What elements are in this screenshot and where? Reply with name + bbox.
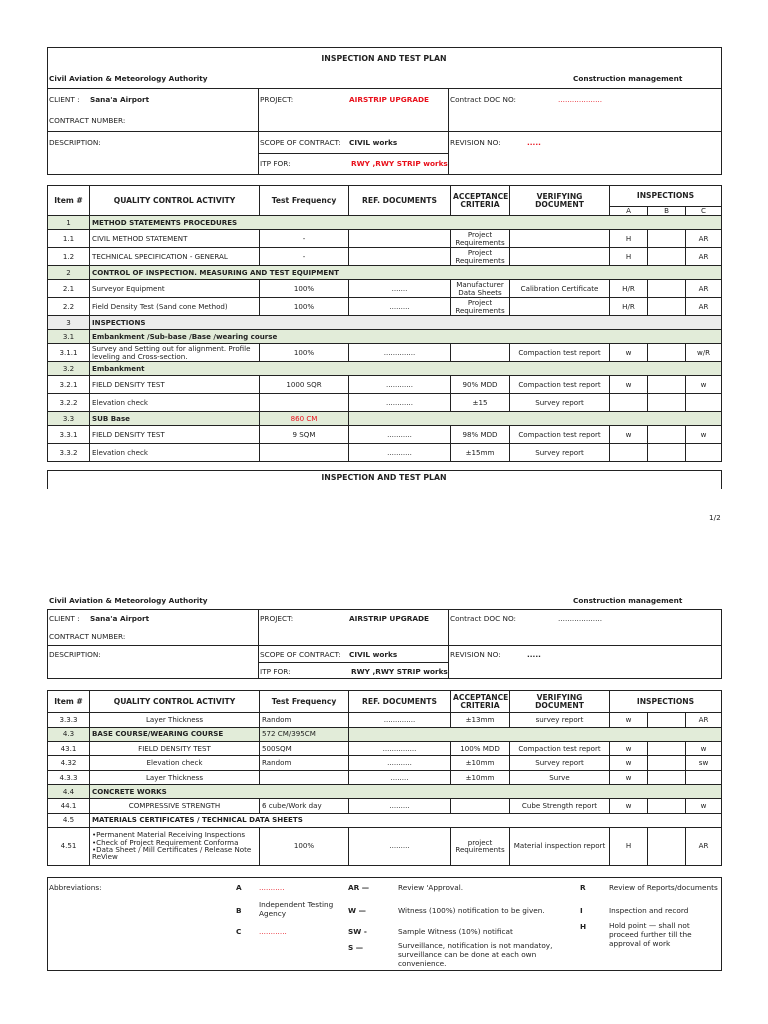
inspection-b bbox=[648, 376, 686, 394]
inspection-a: w bbox=[610, 741, 648, 756]
acceptance-criteria: Project Requirements bbox=[451, 230, 510, 248]
abbrev-w-value: Witness (100%) notification to be given. bbox=[398, 906, 545, 915]
activity-line: •Check of Project Requirement Conforma bbox=[92, 837, 239, 847]
section-row bbox=[48, 362, 722, 376]
header-acceptance: ACCEPTANCE CRITERIA bbox=[451, 691, 510, 713]
inspection-c: AR bbox=[686, 230, 722, 248]
itp-value-page2: RWY ,RWY STRIP works bbox=[351, 667, 448, 676]
header-verifying: VERIFYING DOCUMENT bbox=[510, 186, 610, 216]
section-title: INSPECTIONS bbox=[90, 316, 722, 330]
verifying-document: Cube Strength report bbox=[510, 799, 610, 814]
header-activity: QUALITY CONTROL ACTIVITY bbox=[90, 186, 260, 216]
activity: FIELD DENSITY TEST bbox=[90, 376, 260, 394]
inspection-a bbox=[610, 394, 648, 412]
inspection-c bbox=[686, 394, 722, 412]
authority-name-page2: Civil Aviation & Meteorology Authority bbox=[49, 596, 208, 605]
abbrev-r-value: Review of Reports/documents bbox=[609, 883, 718, 892]
header-ref: REF. DOCUMENTS bbox=[349, 186, 451, 216]
acceptance-criteria: ±15 bbox=[451, 394, 510, 412]
verifying-document: Material inspection report bbox=[510, 827, 610, 865]
item-number: 3.2.1 bbox=[48, 376, 90, 394]
test-frequency: 100% bbox=[260, 298, 349, 316]
section-title: METHOD STATEMENTS PROCEDURES bbox=[90, 216, 722, 230]
table-row bbox=[48, 444, 722, 462]
activity: FIELD DENSITY TEST bbox=[90, 426, 260, 444]
verifying-document bbox=[510, 230, 610, 248]
item-number: 2.1 bbox=[48, 280, 90, 298]
item-number: 44.1 bbox=[48, 799, 90, 814]
inspection-a: w bbox=[610, 376, 648, 394]
section-row bbox=[48, 266, 722, 280]
ref-documents: .............. bbox=[349, 713, 451, 728]
abbrev-i-key: I bbox=[580, 906, 583, 915]
test-frequency: 6 cube/Work day bbox=[260, 799, 349, 814]
acceptance-criteria: ±15mm bbox=[451, 444, 510, 462]
acceptance-criteria: ±13mm bbox=[451, 713, 510, 728]
revision-value-page2: ..... bbox=[527, 650, 541, 659]
contract-doc-value: ................... bbox=[558, 95, 603, 104]
divider bbox=[258, 88, 259, 175]
abbrev-i-value: Inspection and record bbox=[609, 906, 689, 915]
test-frequency: 100% bbox=[260, 827, 349, 865]
item-number: 3.1 bbox=[48, 330, 90, 344]
header-c: C bbox=[686, 207, 722, 216]
table-row bbox=[48, 713, 722, 728]
itp-table-page2 bbox=[47, 690, 722, 866]
verifying-document: Calibration Certificate bbox=[510, 280, 610, 298]
activity: Elevation check bbox=[90, 444, 260, 462]
contract-doc-value-page2: ................... bbox=[558, 614, 603, 623]
ref-documents bbox=[349, 248, 451, 266]
inspection-c: AR bbox=[686, 280, 722, 298]
client-label-page2: CLIENT : bbox=[49, 614, 80, 623]
inspection-b bbox=[648, 799, 686, 814]
scope-value-page2: CIVIL works bbox=[349, 650, 398, 659]
contract-number-label-page2: CONTRACT NUMBER: bbox=[49, 632, 126, 641]
inspection-a: w bbox=[610, 799, 648, 814]
test-frequency: 1000 SQR bbox=[260, 376, 349, 394]
abbreviations-label: Abbreviations: bbox=[49, 883, 102, 892]
table-row bbox=[48, 770, 722, 785]
ref-documents: ....... bbox=[349, 280, 451, 298]
divider bbox=[47, 88, 722, 89]
verifying-document: Compaction test report bbox=[510, 376, 610, 394]
section-row bbox=[48, 316, 722, 330]
test-frequency: - bbox=[260, 230, 349, 248]
verifying-document bbox=[510, 298, 610, 316]
revision-label-page2: REVISION NO: bbox=[450, 650, 501, 659]
section-row bbox=[48, 727, 722, 741]
test-frequency: 500SQM bbox=[260, 741, 349, 756]
acceptance-criteria: ±10mm bbox=[451, 756, 510, 771]
activity: Layer Thickness bbox=[90, 770, 260, 785]
section-frequency: 572 CM/395CM bbox=[260, 727, 349, 741]
section-row bbox=[48, 330, 722, 344]
test-frequency bbox=[260, 394, 349, 412]
verifying-document: Compaction test report bbox=[510, 344, 610, 362]
divider bbox=[47, 470, 722, 471]
page-title: INSPECTION AND TEST PLAN bbox=[321, 54, 447, 63]
acceptance-criteria: 90% MDD bbox=[451, 376, 510, 394]
ref-documents: ........... bbox=[349, 444, 451, 462]
page-number: 1/2 bbox=[709, 513, 721, 522]
inspection-c bbox=[686, 770, 722, 785]
acceptance-criteria: Project Requirements bbox=[451, 298, 510, 316]
ref-documents: ......... bbox=[349, 298, 451, 316]
activity bbox=[90, 827, 260, 865]
section-frequency: 860 CM bbox=[260, 412, 349, 426]
header-item: Item # bbox=[48, 186, 90, 216]
verifying-document: survey report bbox=[510, 713, 610, 728]
header-a: A bbox=[610, 207, 648, 216]
itp-table-page1 bbox=[47, 185, 722, 462]
abbrev-b-value: Independent Testing Agency bbox=[259, 900, 334, 919]
inspection-b bbox=[648, 713, 686, 728]
acceptance-criteria: 100% MDD bbox=[451, 741, 510, 756]
project-label-page2: PROJECT: bbox=[260, 614, 294, 623]
test-frequency: - bbox=[260, 248, 349, 266]
inspection-c: AR bbox=[686, 248, 722, 266]
item-number: 4.4 bbox=[48, 785, 90, 799]
ref-documents: ............... bbox=[349, 741, 451, 756]
verifying-document: Compaction test report bbox=[510, 426, 610, 444]
inspection-c: AR bbox=[686, 298, 722, 316]
divider bbox=[448, 88, 449, 175]
ref-documents: ......... bbox=[349, 799, 451, 814]
header-b: B bbox=[648, 207, 686, 216]
acceptance-criteria bbox=[451, 344, 510, 362]
inspection-b bbox=[648, 444, 686, 462]
abbrev-sw-value: Sample Witness (10%) notificat bbox=[398, 927, 513, 936]
item-number: 4.3.3 bbox=[48, 770, 90, 785]
inspection-a: w bbox=[610, 713, 648, 728]
table-header-row bbox=[48, 691, 722, 713]
ref-documents: ........... bbox=[349, 426, 451, 444]
itp-value: RWY ,RWY STRIP works bbox=[351, 159, 448, 168]
test-frequency: 100% bbox=[260, 280, 349, 298]
item-number: 3.3.1 bbox=[48, 426, 90, 444]
test-frequency bbox=[260, 444, 349, 462]
ref-documents: ............ bbox=[349, 376, 451, 394]
contract-number-label: CONTRACT NUMBER: bbox=[49, 116, 126, 125]
ref-documents bbox=[349, 230, 451, 248]
item-number: 4.51 bbox=[48, 827, 90, 865]
inspection-a bbox=[610, 444, 648, 462]
activity: Survey and Setting out for alignment. Profile leveling and Cross-section. bbox=[90, 344, 260, 362]
inspection-a: w bbox=[610, 344, 648, 362]
item-number: 3.3.3 bbox=[48, 713, 90, 728]
inspection-a: H/R bbox=[610, 298, 648, 316]
itp-label: ITP FOR: bbox=[260, 159, 291, 168]
divider bbox=[258, 609, 259, 679]
activity: Elevation check bbox=[90, 756, 260, 771]
inspection-b bbox=[648, 248, 686, 266]
inspection-a: w bbox=[610, 756, 648, 771]
table-row bbox=[48, 280, 722, 298]
item-number: 3.2 bbox=[48, 362, 90, 376]
verifying-document bbox=[510, 248, 610, 266]
item-number: 4.32 bbox=[48, 756, 90, 771]
header-verifying: VERIFYING DOCUMENT bbox=[510, 691, 610, 713]
table-row bbox=[48, 298, 722, 316]
section-title: SUB Base bbox=[90, 412, 260, 426]
activity-line: ReView bbox=[92, 852, 118, 862]
ref-documents: ........ bbox=[349, 770, 451, 785]
inspection-a: H bbox=[610, 230, 648, 248]
divider bbox=[47, 131, 722, 132]
acceptance-criteria: 98% MDD bbox=[451, 426, 510, 444]
test-frequency: Random bbox=[260, 756, 349, 771]
test-frequency: 100% bbox=[260, 344, 349, 362]
section-title: MATERIALS CERTIFICATES / TECHNICAL DATA SHEETS bbox=[90, 813, 722, 827]
header-inspections: INSPECTIONS bbox=[610, 691, 722, 713]
inspection-c: AR bbox=[686, 827, 722, 865]
inspection-b bbox=[648, 426, 686, 444]
ref-documents: ........... bbox=[349, 756, 451, 771]
revision-label: REVISION NO: bbox=[450, 138, 501, 147]
header-activity: QUALITY CONTROL ACTIVITY bbox=[90, 691, 260, 713]
abbrev-h-value: Hold point — shall not proceed further till the approval of work bbox=[609, 921, 692, 949]
section-row bbox=[48, 785, 722, 799]
table-row bbox=[48, 230, 722, 248]
inspection-c: w bbox=[686, 741, 722, 756]
item-number: 4.3 bbox=[48, 727, 90, 741]
table-row bbox=[48, 741, 722, 756]
table-header-row bbox=[48, 186, 722, 207]
header-item: Item # bbox=[48, 691, 90, 713]
acceptance-criteria: Manufacturer Data Sheets bbox=[451, 280, 510, 298]
inspection-b bbox=[648, 298, 686, 316]
item-number: 4.5 bbox=[48, 813, 90, 827]
abbrev-w-key: W — bbox=[348, 906, 366, 915]
item-number: 1.2 bbox=[48, 248, 90, 266]
activity: TECHNICAL SPECIFICATION - GENERAL bbox=[90, 248, 260, 266]
divider bbox=[258, 153, 448, 154]
table-row bbox=[48, 426, 722, 444]
description-label-page2: DESCRIPTION: bbox=[49, 650, 101, 659]
activity: FIELD DENSITY TEST bbox=[90, 741, 260, 756]
table-row bbox=[48, 394, 722, 412]
abbrev-b-key: B bbox=[236, 906, 242, 915]
header-acceptance: ACCEPTANCE CRITERIA bbox=[451, 186, 510, 216]
header-box-page1 bbox=[47, 47, 722, 175]
abbrev-r-key: R bbox=[580, 883, 586, 892]
verifying-document: Compaction test report bbox=[510, 741, 610, 756]
activity: Elevation check bbox=[90, 394, 260, 412]
abbrev-a-key: A bbox=[236, 883, 242, 892]
inspection-b bbox=[648, 280, 686, 298]
inspection-b bbox=[648, 827, 686, 865]
activity: Field Density Test (Sand cone Method) bbox=[90, 298, 260, 316]
inspection-c: sw bbox=[686, 756, 722, 771]
item-number: 1.1 bbox=[48, 230, 90, 248]
inspection-a: H bbox=[610, 827, 648, 865]
item-number: 2 bbox=[48, 266, 90, 280]
acceptance-criteria bbox=[451, 799, 510, 814]
test-frequency: 9 SQM bbox=[260, 426, 349, 444]
verifying-document: Surve bbox=[510, 770, 610, 785]
abbrev-a-value: ........... bbox=[259, 883, 285, 892]
inspection-b bbox=[648, 741, 686, 756]
client-value: Sana'a Airport bbox=[90, 95, 150, 104]
activity: CIVIL METHOD STATEMENT bbox=[90, 230, 260, 248]
table-row bbox=[48, 756, 722, 771]
authority-name: Civil Aviation & Meteorology Authority bbox=[49, 74, 208, 83]
ref-documents: ............ bbox=[349, 394, 451, 412]
table-row bbox=[48, 827, 722, 865]
verifying-document: Survey report bbox=[510, 756, 610, 771]
divider bbox=[448, 609, 449, 679]
item-number: 43.1 bbox=[48, 741, 90, 756]
scope-value: CIVIL works bbox=[349, 138, 398, 147]
contract-doc-label: Contract DOC NO: bbox=[450, 95, 517, 104]
project-value: AIRSTRIP UPGRADE bbox=[349, 95, 430, 104]
inspection-c: AR bbox=[686, 713, 722, 728]
abbrev-s-value: Surveillance, notification is not mandatoy, surveillance can be done at each own convenience. bbox=[398, 941, 553, 969]
inspection-c bbox=[686, 444, 722, 462]
footer-title: INSPECTION AND TEST PLAN bbox=[321, 473, 447, 482]
inspection-b bbox=[648, 344, 686, 362]
header-frequency: Test Frequency bbox=[260, 691, 349, 713]
inspection-c: w bbox=[686, 426, 722, 444]
abbrev-sw-key: SW - bbox=[348, 927, 367, 936]
table-row bbox=[48, 248, 722, 266]
construction-label: Construction management bbox=[573, 74, 683, 83]
divider bbox=[258, 662, 448, 663]
description-label: DESCRIPTION: bbox=[49, 138, 101, 147]
ref-documents: .............. bbox=[349, 344, 451, 362]
header-frequency: Test Frequency bbox=[260, 186, 349, 216]
acceptance-criteria: ±10mm bbox=[451, 770, 510, 785]
activity: Layer Thickness bbox=[90, 713, 260, 728]
client-value-page2: Sana'a Airport bbox=[90, 614, 150, 623]
inspection-a: w bbox=[610, 770, 648, 785]
inspection-b bbox=[648, 770, 686, 785]
table-row bbox=[48, 376, 722, 394]
section-row bbox=[48, 412, 722, 426]
item-number: 1 bbox=[48, 216, 90, 230]
header-inspections: INSPECTIONS bbox=[610, 186, 722, 207]
item-number: 3.3 bbox=[48, 412, 90, 426]
header-ref: REF. DOCUMENTS bbox=[349, 691, 451, 713]
inspection-b bbox=[648, 756, 686, 771]
section-title: BASE COURSE/WEARING COURSE bbox=[90, 727, 260, 741]
item-number: 3.2.2 bbox=[48, 394, 90, 412]
client-label: CLIENT : bbox=[49, 95, 80, 104]
section-title: CONCRETE WORKS bbox=[90, 785, 722, 799]
abbrev-c-key: C bbox=[236, 927, 242, 936]
verifying-document: Survey report bbox=[510, 394, 610, 412]
item-number: 2.2 bbox=[48, 298, 90, 316]
item-number: 3 bbox=[48, 316, 90, 330]
section-row bbox=[48, 813, 722, 827]
divider bbox=[47, 645, 722, 646]
revision-value: ..... bbox=[527, 138, 541, 147]
inspection-b bbox=[648, 230, 686, 248]
item-number: 3.1.1 bbox=[48, 344, 90, 362]
test-frequency bbox=[260, 770, 349, 785]
inspection-b bbox=[648, 394, 686, 412]
abbrev-c-value: ............ bbox=[259, 927, 287, 936]
scope-label-page2: SCOPE OF CONTRACT: bbox=[260, 650, 341, 659]
abbrev-s-key: S — bbox=[348, 943, 364, 952]
project-label: PROJECT: bbox=[260, 95, 294, 104]
activity: Surveyor Equipment bbox=[90, 280, 260, 298]
abbrev-ar-value: Review 'Approval. bbox=[398, 883, 464, 892]
section-title: CONTROL OF INSPECTION. MEASURING AND TEST EQUIPMENT bbox=[90, 266, 722, 280]
inspection-c: w bbox=[686, 376, 722, 394]
scope-label: SCOPE OF CONTRACT: bbox=[260, 138, 341, 147]
activity-line: •Permanent Material Receiving Inspections bbox=[92, 830, 246, 840]
project-value-page2: AIRSTRIP UPGRADE bbox=[349, 614, 430, 623]
activity-line: •Data Sheet / Mill Certificates / Release Note bbox=[92, 845, 252, 854]
inspection-a: H/R bbox=[610, 280, 648, 298]
verifying-document: Survey report bbox=[510, 444, 610, 462]
contract-doc-label-page2: Contract DOC NO: bbox=[450, 614, 517, 623]
test-frequency: Random bbox=[260, 713, 349, 728]
section-title: Embankment bbox=[90, 362, 722, 376]
inspection-c: w bbox=[686, 799, 722, 814]
abbrev-ar-key: AR — bbox=[348, 883, 370, 892]
activity: COMPRESSIVE STRENGTH bbox=[90, 799, 260, 814]
construction-label-page2: Construction management bbox=[573, 596, 683, 605]
item-number: 3.3.2 bbox=[48, 444, 90, 462]
acceptance-criteria: project Requirements bbox=[451, 827, 510, 865]
table-row bbox=[48, 344, 722, 362]
table-row bbox=[48, 799, 722, 814]
ref-documents: ......... bbox=[349, 827, 451, 865]
inspection-a: H bbox=[610, 248, 648, 266]
acceptance-criteria: Project Requirements bbox=[451, 248, 510, 266]
section-title: Embankment /Sub-base /Base /wearing course bbox=[90, 330, 722, 344]
inspection-c: w/R bbox=[686, 344, 722, 362]
section-row bbox=[48, 216, 722, 230]
itp-label-page2: ITP FOR: bbox=[260, 667, 291, 676]
inspection-a: w bbox=[610, 426, 648, 444]
abbrev-h-key: H bbox=[580, 922, 587, 931]
